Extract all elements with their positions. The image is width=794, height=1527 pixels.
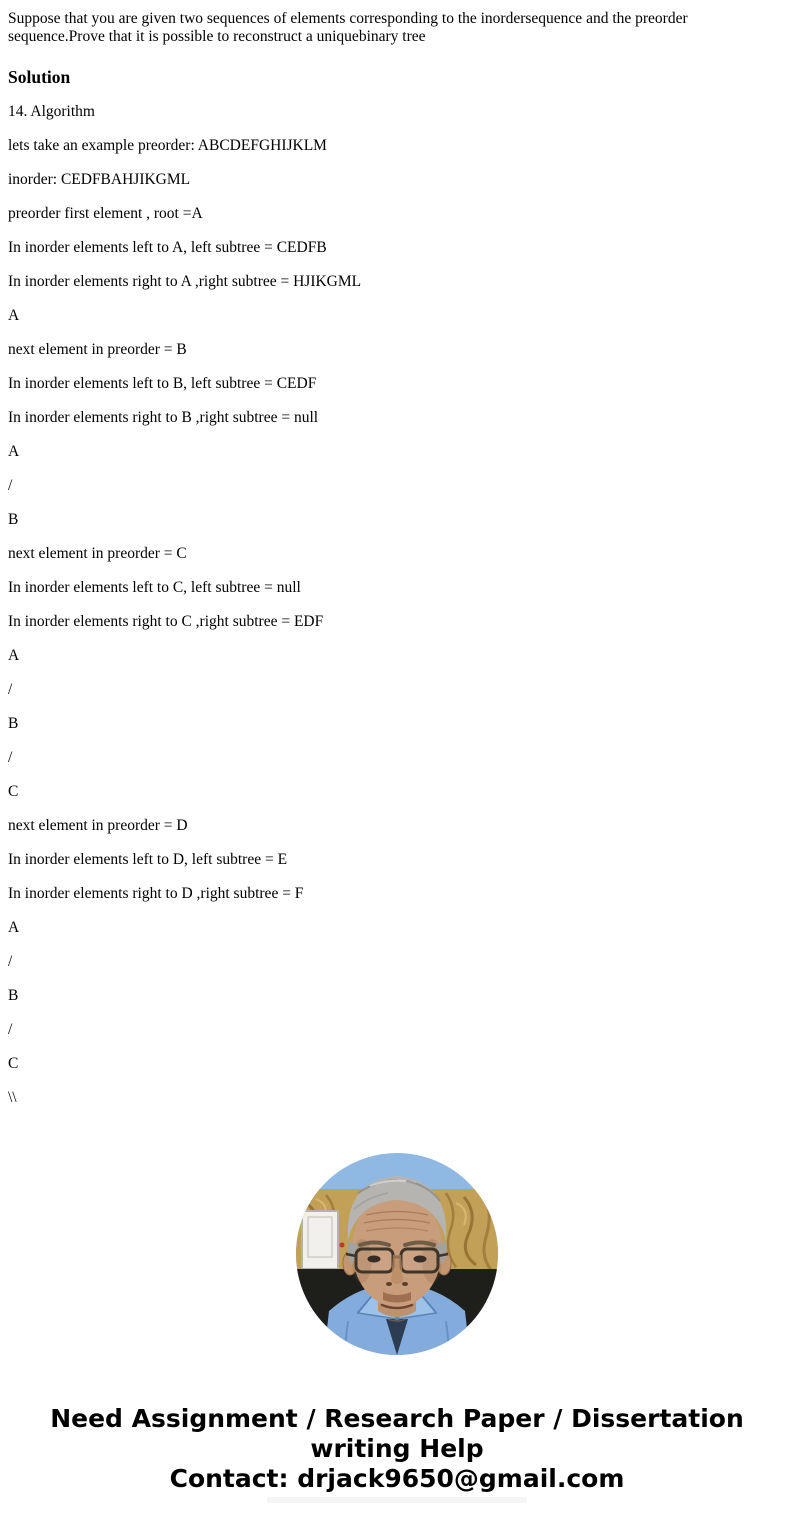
tutor-photo [296,1153,498,1355]
solution-line: A [8,919,20,936]
solution-steps [8,103,786,1107]
solution-line: In inorder elements left to A, left subtree = CEDFB [8,239,327,256]
solution-heading: Solution [8,67,71,87]
solution-line: C [8,783,19,800]
solution-line: A [8,647,20,664]
solution-line: A [8,307,20,324]
solution-line: / [8,749,13,766]
solution-line: / [8,953,13,970]
solution-line: next element in preorder = B [8,341,187,358]
solution-line: inorder: CEDFBAHJIKGML [8,171,191,188]
solution-line: 14. Algorithm [8,103,95,120]
bottom-padding [8,1503,786,1527]
solution-line: / [8,1021,13,1038]
solution-line: / [8,681,13,698]
solution-line: next element in preorder = C [8,545,187,562]
solution-line: \\ [8,1089,17,1106]
solution-line: In inorder elements left to C, left subtree = null [8,579,301,596]
solution-line: In inorder elements right to A ,right subtree = HJIKGML [8,273,362,290]
solution-line: A [8,443,20,460]
solution-line: In inorder elements right to C ,right subtree = EDF [8,613,324,630]
solution-line: B [8,715,19,732]
solution-line: B [8,511,19,528]
footer-contact: Contact: drjack9650@gmail.com [169,1464,625,1493]
footer-help-line-2: writing Help [310,1434,484,1463]
solution-line: / [8,477,13,494]
solution-line: lets take an example preorder: ABCDEFGHIJKLM [8,137,327,154]
solution-line: B [8,987,19,1004]
solution-line: In inorder elements left to D, left subtree = E [8,851,288,868]
solution-line: In inorder elements right to B ,right subtree = null [8,409,319,426]
solution-line: preorder first element , root =A [8,205,203,222]
question-line-1: Suppose that you are given two sequences of elements corresponding to the inordersequence and the preorder [8,10,688,27]
question-text [8,10,786,46]
solution-line: In inorder elements left to B, left subtree = CEDF [8,375,317,392]
solution-line: next element in preorder = D [8,817,188,834]
footer-promo [8,1404,786,1494]
tutor-photo-illustration [296,1153,498,1355]
footer-help-line-1: Need Assignment / Research Paper / Dissertation [50,1404,744,1433]
solution-line: In inorder elements right to D ,right subtree = F [8,885,304,902]
question-line-2: sequence.Prove that it is possible to reconstruct a uniquebinary tree [8,28,426,45]
solution-line: C [8,1055,19,1072]
